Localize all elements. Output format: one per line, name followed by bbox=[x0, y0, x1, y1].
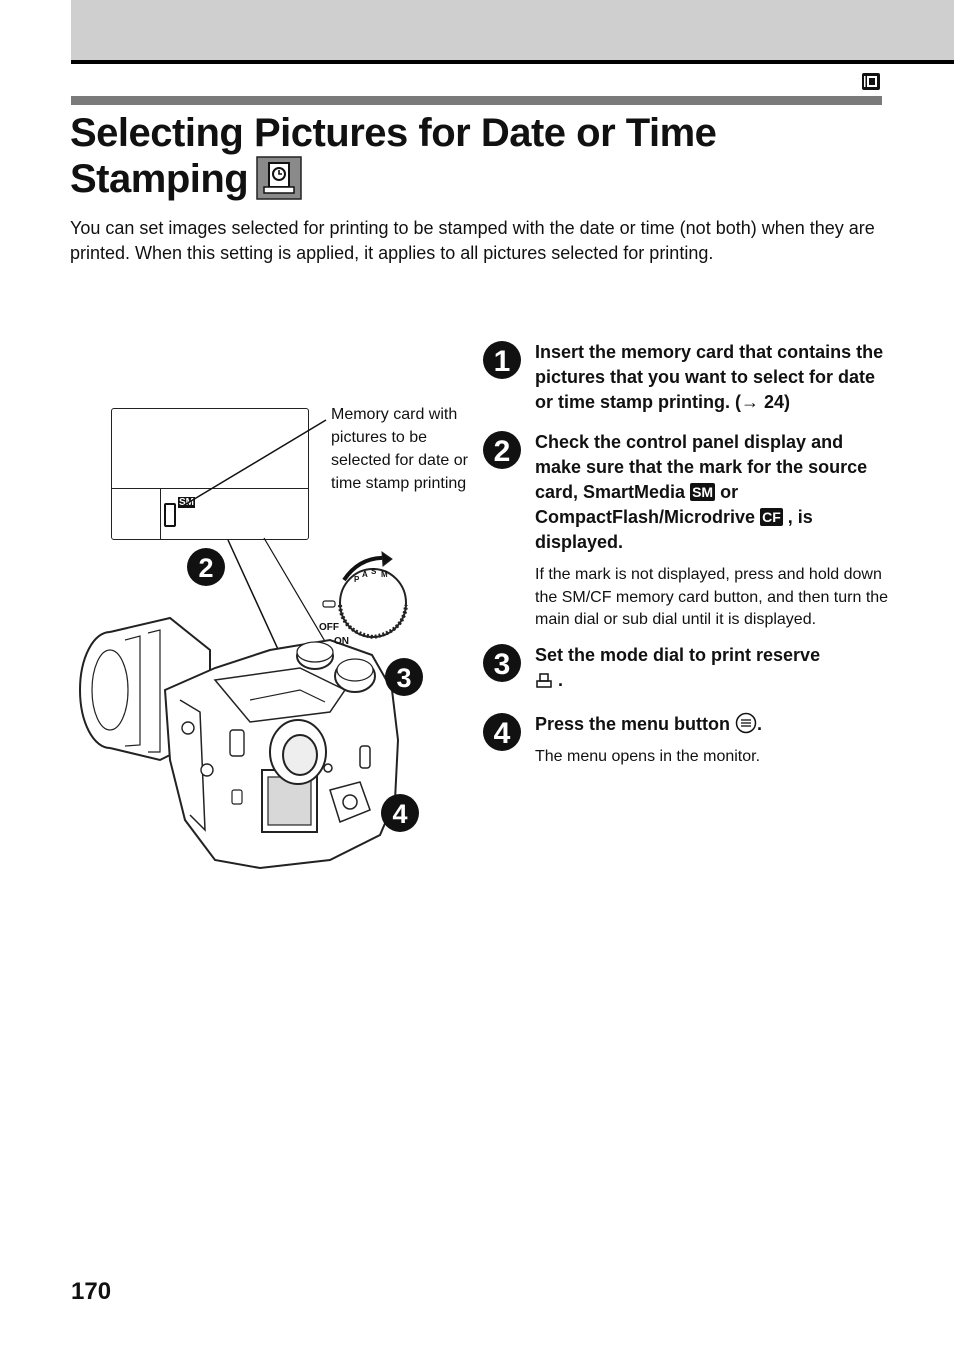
page-title: Selecting Pictures for Date or Time Stamping bbox=[70, 111, 717, 201]
compactflash-badge: CF bbox=[762, 509, 781, 525]
step-number-4-icon bbox=[482, 712, 522, 752]
smartmedia-mark: SM bbox=[179, 497, 194, 508]
svg-text:2: 2 bbox=[198, 553, 214, 583]
svg-text:4: 4 bbox=[392, 799, 408, 829]
step-4 bbox=[482, 712, 892, 769]
svg-text:4: 4 bbox=[493, 716, 511, 750]
svg-text:3: 3 bbox=[493, 647, 511, 681]
step-3-title: Set the mode dial to print reserve . bbox=[535, 644, 821, 690]
dial-off-label: OFF bbox=[319, 622, 339, 633]
viewfinder-eyepiece bbox=[270, 720, 326, 784]
step-number-3-icon bbox=[482, 643, 522, 683]
callout-leader bbox=[181, 420, 326, 507]
step-2-note: If the mark is not displayed, press and hold down the SM/CF memory card button, and then turn the main dial or sub dial until it is displayed. bbox=[535, 566, 889, 628]
page-number: 170 bbox=[71, 1278, 112, 1305]
dial-letter-a: A bbox=[362, 570, 368, 579]
svg-text:2: 2 bbox=[493, 435, 511, 468]
svg-text:1: 1 bbox=[493, 345, 511, 378]
menu-button-icon bbox=[735, 712, 757, 734]
intro-paragraph: You can set images selected for printing to be stamped with the date or time (not both) when they are printed. When this setting is applied, it applies to all pictures selected for printing. bbox=[70, 218, 875, 263]
step-2 bbox=[482, 430, 892, 632]
step-1 bbox=[482, 340, 892, 415]
step-4-note: The menu opens in the monitor. bbox=[535, 747, 761, 765]
step-3 bbox=[482, 643, 892, 693]
step-2-title: Check the control panel display and make sure that the mark for the source card, SmartMedia SM or CompactFlash/Microdrive CF , is displayed. bbox=[535, 432, 868, 552]
figure-marker-3 bbox=[385, 658, 423, 696]
dial-letter-s: S bbox=[371, 567, 377, 576]
step-number-1-icon bbox=[482, 340, 522, 380]
svg-text:3: 3 bbox=[396, 663, 412, 693]
dial-letter-m: M bbox=[381, 570, 388, 579]
print-reserve-icon bbox=[535, 672, 553, 690]
step-4-title: Press the menu button . bbox=[535, 713, 763, 734]
step-1-title: Insert the memory card that contains the pictures that you want to select for date or time stamp printing. (→ 24) bbox=[535, 342, 884, 412]
smartmedia-badge: SM bbox=[692, 484, 714, 500]
step-list bbox=[482, 340, 892, 768]
step-number-2-icon bbox=[482, 430, 522, 470]
dial-letter-p: P bbox=[354, 575, 360, 584]
figure-marker-4 bbox=[381, 794, 419, 832]
dial-on-label: ON bbox=[334, 636, 349, 647]
figure-marker-2 bbox=[187, 548, 225, 586]
figure-callout: Memory card with pictures to be selected for date or time stamp printing bbox=[331, 406, 468, 492]
